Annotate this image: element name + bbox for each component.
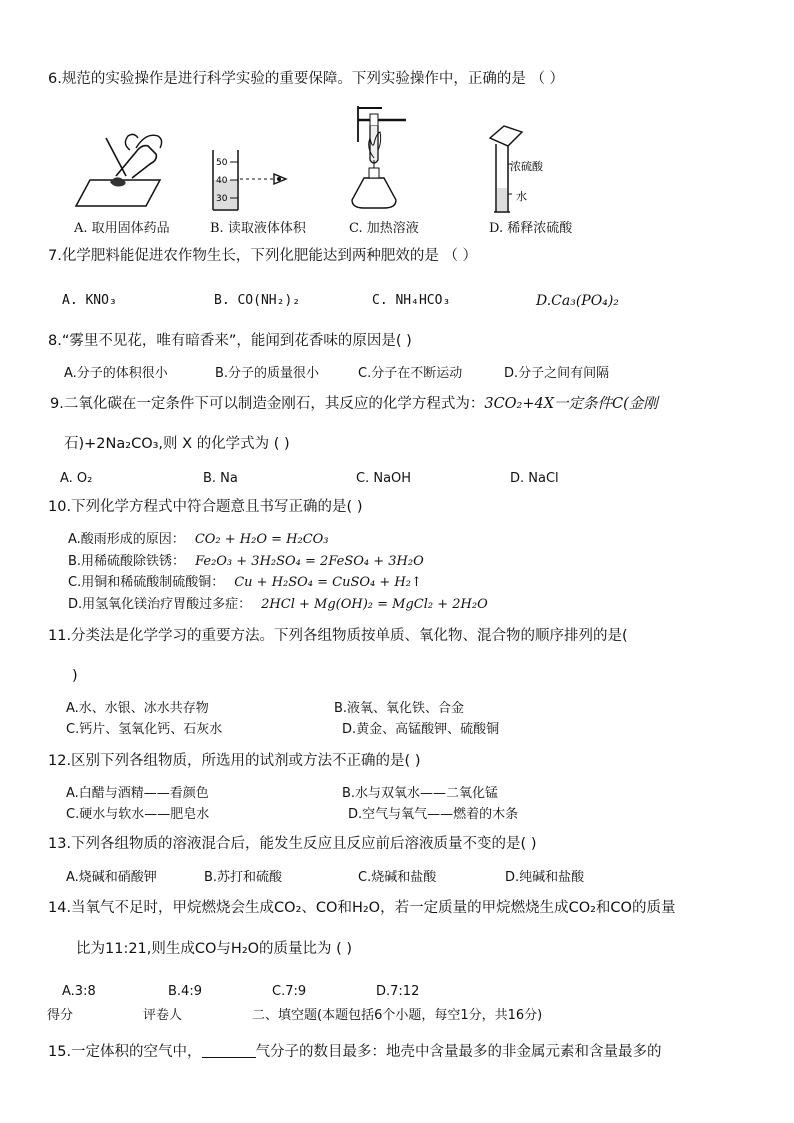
cylinder-mark-30: 30 <box>216 194 228 204</box>
q12-option-a: A.白醋与酒精——看颜色 <box>66 786 209 801</box>
q6-stem: 6.规范的实验操作是进行科学实验的重要保障。下列实验操作中，正确的是 （ ） <box>48 71 565 87</box>
q11-option-c: C.钙片、氢氧化钙、石灰水 <box>66 722 223 737</box>
q11-option-b: B.液氧、氧化铁、合金 <box>334 701 465 716</box>
q13-option-c: C.烧碱和盐酸 <box>358 870 437 885</box>
q12-stem: 12.区别下列各组物质，所选用的试剂或方法不正确的是( ) <box>48 753 421 769</box>
q12-option-b: B.水与双氧水——二氧化锰 <box>342 786 499 801</box>
figure-d-dilution <box>486 124 566 216</box>
q10-option-c-equation: Cu + H₂SO₄ = CuSO₄ + H₂↑ <box>234 575 422 590</box>
cylinder-mark-40: 40 <box>216 176 228 186</box>
q10-option-d-label: D.用氢氧化镁治疗胃酸过多症： <box>68 597 252 612</box>
figure-b-caption: B. 读取液体体积 <box>210 221 306 236</box>
q9-option-c: C. NaOH <box>356 471 412 486</box>
q14-stem-line1: 14.当氧气不足时，甲烷燃烧会生成CO₂、CO和H₂O，若一定质量的甲烷燃烧生成CO₂和CO的质量 <box>48 900 676 916</box>
q8-option-c: C.分子在不断运动 <box>358 366 463 381</box>
q9-option-d: D. NaCl <box>510 471 559 486</box>
q11-stem-line1: 11.分类法是化学学习的重要方法。下列各组物质按单质、氧化物、混合物的顺序排列的是( <box>48 628 628 644</box>
score-label: 得分 <box>47 1008 74 1023</box>
q8-stem: 8.“雾里不见花，唯有暗香来”，能闻到花香味的原因是( ) <box>48 333 412 349</box>
q12-option-c: C.硬水与软水——肥皂水 <box>66 807 210 822</box>
q9-equation: 3CO₂+4X一定条件C(金刚 <box>484 396 658 412</box>
figure-d-caption: D. 稀释浓硫酸 <box>489 221 573 236</box>
q10-option-a-label: A.酸雨形成的原因： <box>68 532 185 547</box>
figure-c-caption: C. 加热溶液 <box>349 221 419 236</box>
q8-option-b: B.分子的质量很小 <box>215 366 320 381</box>
figure-b-cylinder-reading <box>208 148 298 214</box>
q9-stem-text: 9.二氧化碳在一定条件下可以制造金刚石，其反应的化学方程式为： <box>50 396 485 412</box>
q10-stem: 10.下列化学方程式中符合题意且书写正确的是( ) <box>48 499 363 515</box>
q7-option-b: B. CO(NH₂)₂ <box>214 293 301 308</box>
q15-text-a: 15.一定体积的空气中， <box>48 1044 202 1060</box>
q15-text <box>48 1043 662 1061</box>
q7-option-d: D.Ca₃(PO₄)₂ <box>536 293 619 309</box>
q10-option-c-label: C.用铜和稀硫酸制硫酸铜： <box>68 575 225 590</box>
section-title: 二、填空题(本题包括6个小题，每空1分，共16分) <box>252 1008 543 1023</box>
q10-option-a-equation: CO₂ + H₂O = H₂CO₃ <box>194 532 329 547</box>
q14-stem-line2: 比为11:21,则生成CO与H₂O的质量比为 ( ) <box>76 941 353 957</box>
q10-option-b-label: B.用稀硫酸除铁锈： <box>68 554 186 569</box>
q15-answer-blank[interactable] <box>202 1043 256 1058</box>
q10-option-b-equation: Fe₂O₃ + 3H₂SO₄ = 2FeSO₄ + 3H₂O <box>195 554 424 569</box>
q14-option-d: D.7:12 <box>376 984 420 999</box>
q11-stem-line2: ) <box>72 668 78 684</box>
figure-a-solid-reagent <box>72 120 172 212</box>
q8-option-d: D.分子之间有间隔 <box>504 366 610 381</box>
q9-option-b: B. Na <box>203 471 238 486</box>
q9-stem-line2: 石)+2Na₂CO₃,则 X 的化学式为 ( ) <box>64 436 290 452</box>
q13-option-d: D.纯碱和盐酸 <box>505 870 585 885</box>
q9-stem-line1 <box>50 395 658 413</box>
q13-stem: 13.下列各组物质的溶液混合后，能发生反应且反应前后溶液质量不变的是( ) <box>48 836 537 852</box>
q14-option-c: C.7:9 <box>272 984 307 999</box>
acid-label: 浓硫酸 <box>510 160 543 173</box>
water-label: 水 <box>516 190 527 203</box>
q8-option-a: A.分子的体积很小 <box>64 366 168 381</box>
cylinder-mark-50: 50 <box>216 158 228 168</box>
q12-option-d: D.空气与氧气——燃着的木条 <box>348 807 519 822</box>
q11-option-a: A.水、水银、冰水共存物 <box>66 701 209 716</box>
q13-option-a: A.烧碱和硝酸钾 <box>66 870 157 885</box>
figure-a-caption: A. 取用固体药品 <box>74 221 170 236</box>
q9-option-a: A. O₂ <box>60 471 93 486</box>
q14-option-a: A.3:8 <box>62 984 96 999</box>
q7-stem: 7.化学肥料能促进农作物生长，下列化肥能达到两种肥效的是 （ ） <box>48 248 478 264</box>
q10-option-a <box>68 531 329 549</box>
q14-option-b: B.4:9 <box>168 984 202 999</box>
q7-option-c: C. NH₄HCO₃ <box>372 293 451 308</box>
figure-c-heating <box>336 104 416 214</box>
q7-option-a: A. KNO₃ <box>62 293 117 308</box>
q10-option-d <box>68 596 488 614</box>
q10-option-c <box>68 574 422 592</box>
q11-option-d: D.黄金、高锰酸钾、硫酸铜 <box>342 722 500 737</box>
q10-option-b <box>68 553 424 571</box>
q13-option-b: B.苏打和硫酸 <box>204 870 283 885</box>
grader-label: 评卷人 <box>143 1008 183 1023</box>
q10-option-d-equation: 2HCl + Mg(OH)₂ = MgCl₂ + 2H₂O <box>261 597 488 612</box>
q15-text-b: 气分子的数目最多：地壳中含量最多的非金属元素和含量最多的 <box>255 1044 662 1060</box>
